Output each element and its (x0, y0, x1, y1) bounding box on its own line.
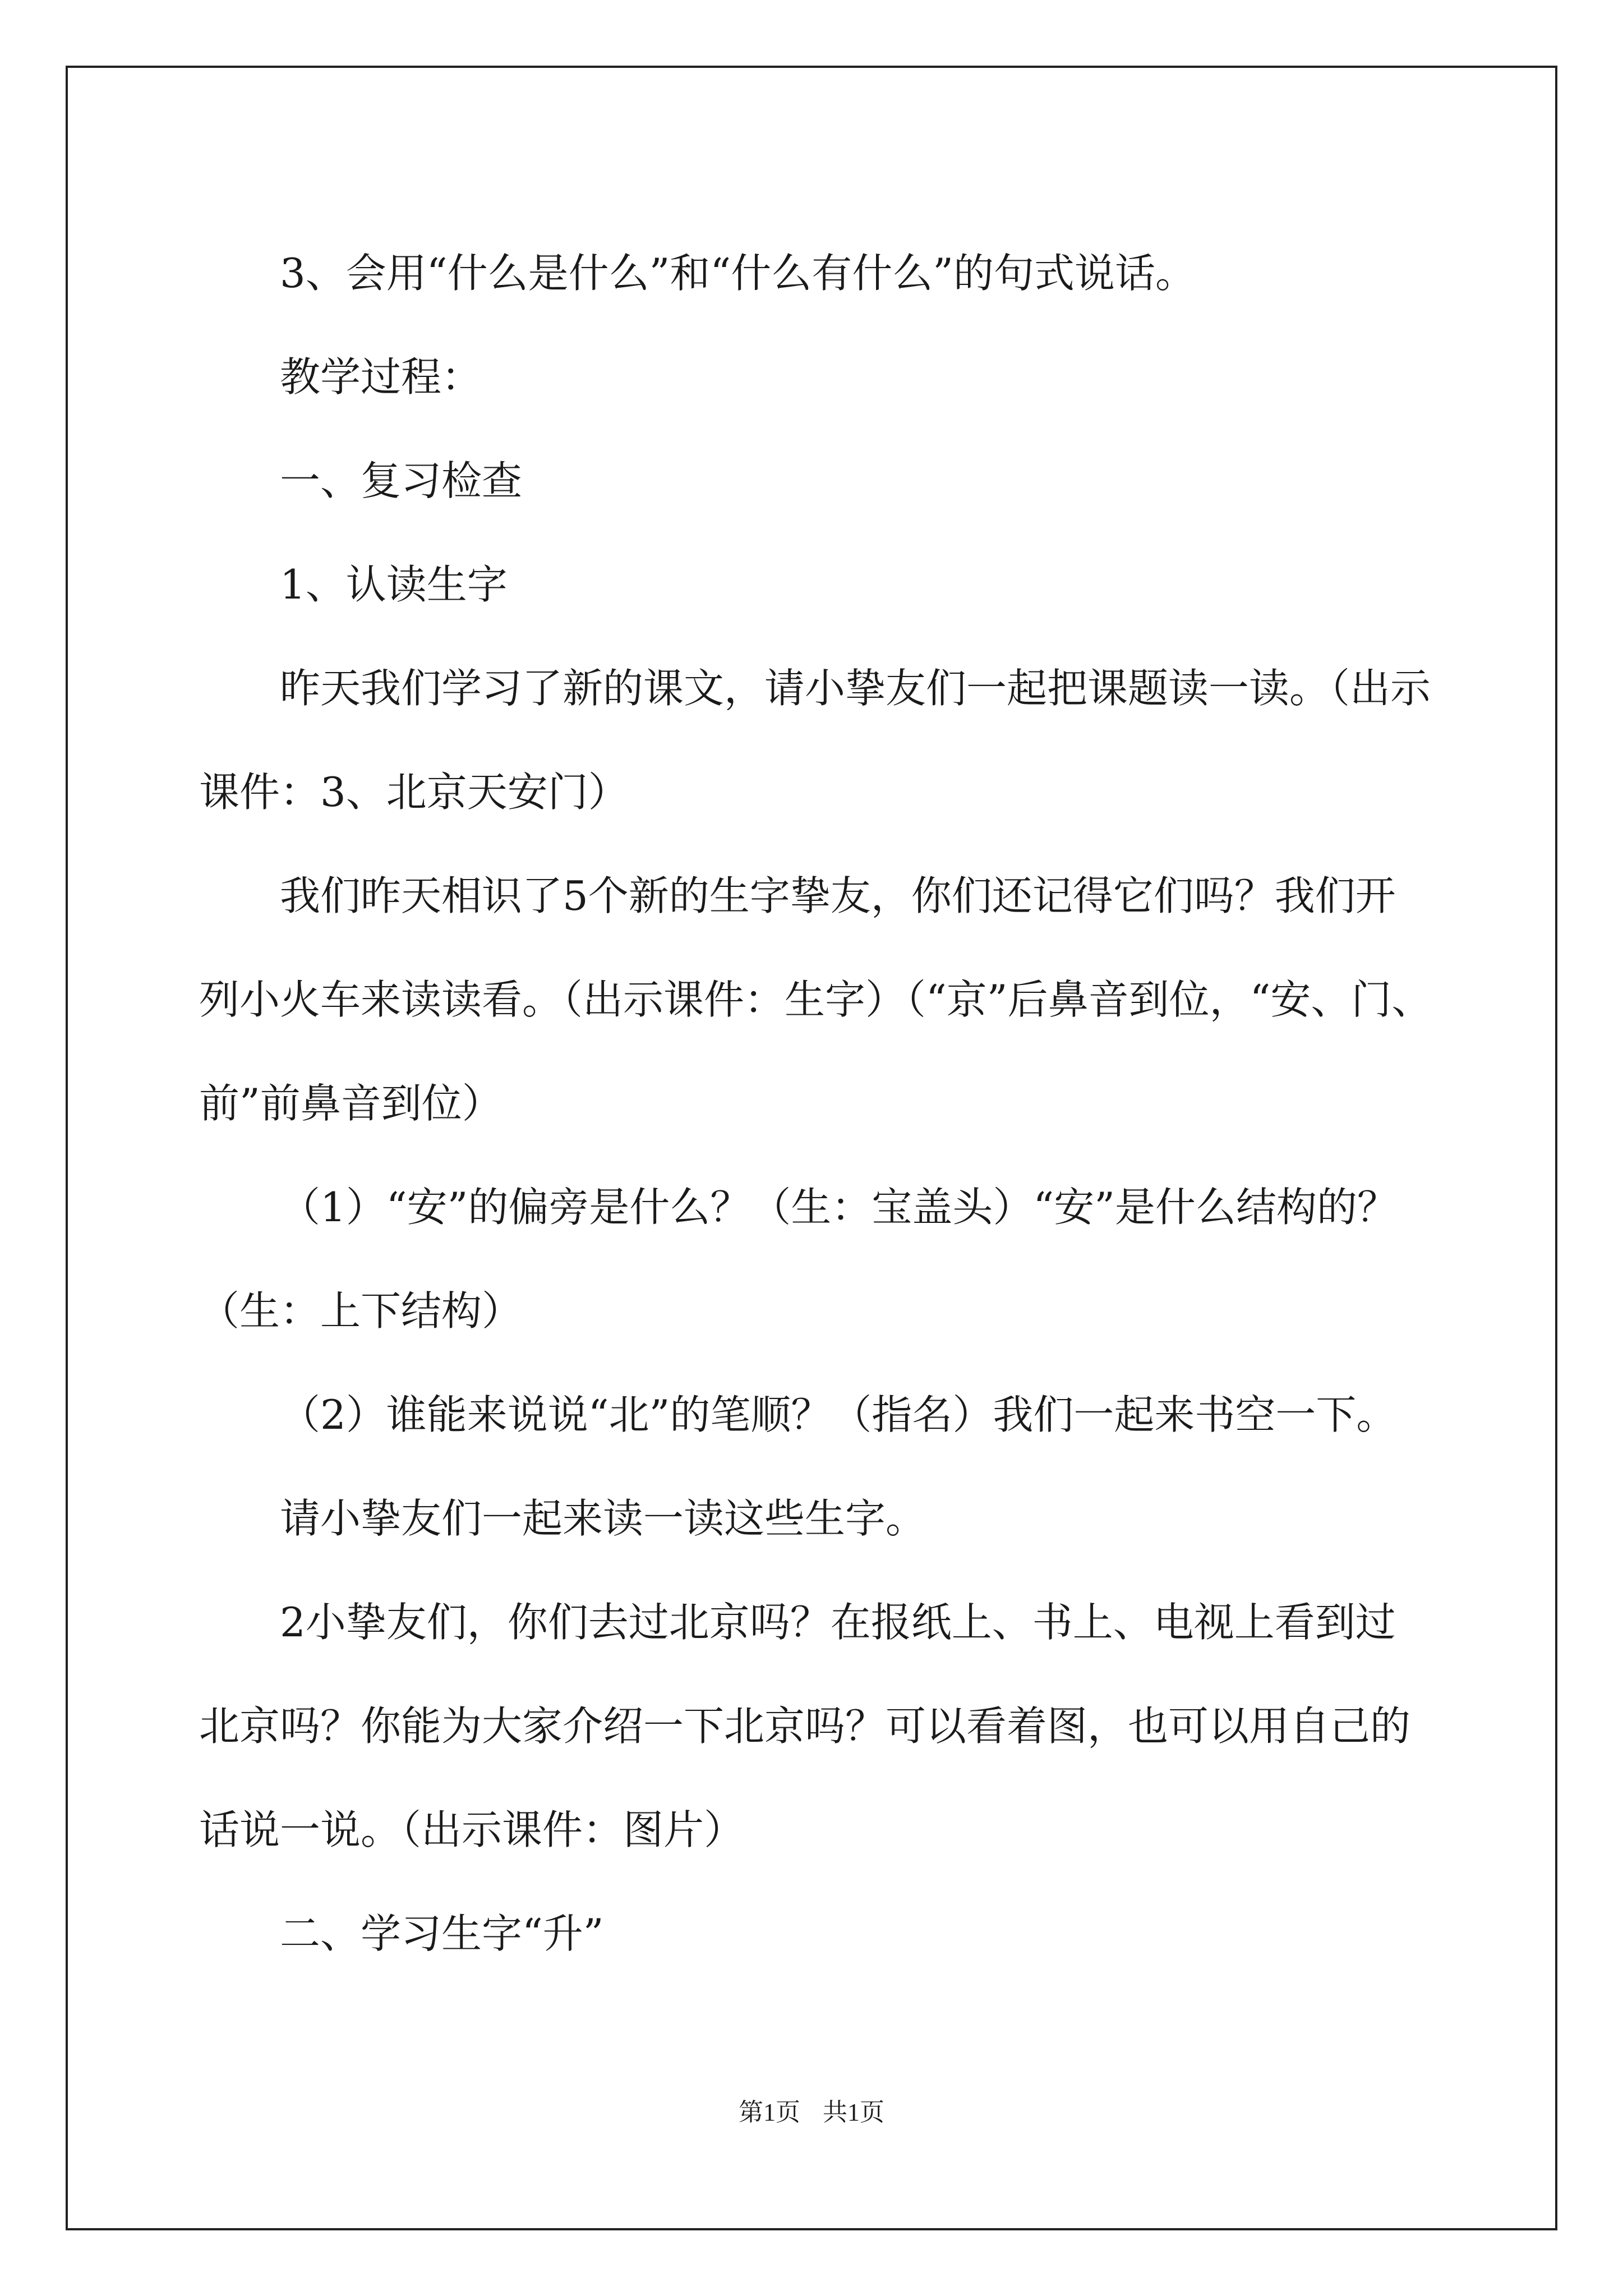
page-footer (0, 2097, 1623, 2128)
paragraph-objective-3: 3、会用“什么是什么”和“什么有什么”的句式说话。 (280, 250, 1196, 297)
document-body (199, 222, 1433, 1986)
paragraph-question-an: （1）“安”的偏旁是什么？（生：宝盖头）“安”是什么结构的？（生：上下结构） (199, 1184, 1398, 1335)
subheading-read-characters: 1、认读生字 (280, 561, 508, 608)
paragraph-new-characters: 我们昨天相识了5个新的生字挚友，你们还记得它们吗？我们开列小火车来读读看。（出示课件：生字）（“京”后鼻音到位，“安、门、前”前鼻音到位） (199, 872, 1432, 1127)
section-heading-review: 一、复习检查 (280, 457, 523, 504)
page-number-total: 共1页 (823, 2099, 884, 2126)
paragraph-read-title: 昨天我们学习了新的课文，请小挚友们一起把课题读一读。（出示课件：3、北京天安门） (199, 665, 1431, 816)
paragraph-question-bei: （2）谁能来说说“北”的笔顺？（指名）我们一起来书空一下。 (280, 1391, 1397, 1438)
paragraph-introduce-beijing: 2小挚友们，你们去过北京吗？在报纸上、书上、电视上看到过北京吗？你能为大家介绍一下北京吗？可以看着图，也可以用自己的话说一说。（出示课件：图片） (199, 1599, 1411, 1853)
paragraph-read-together: 请小挚友们一起来读一读这些生字。 (280, 1495, 926, 1542)
paragraph-teaching-process-heading: 教学过程： (280, 353, 482, 401)
section-heading-learn-sheng: 二、学习生字“升” (280, 1910, 604, 1957)
page-number-current: 第1页 (739, 2099, 800, 2126)
